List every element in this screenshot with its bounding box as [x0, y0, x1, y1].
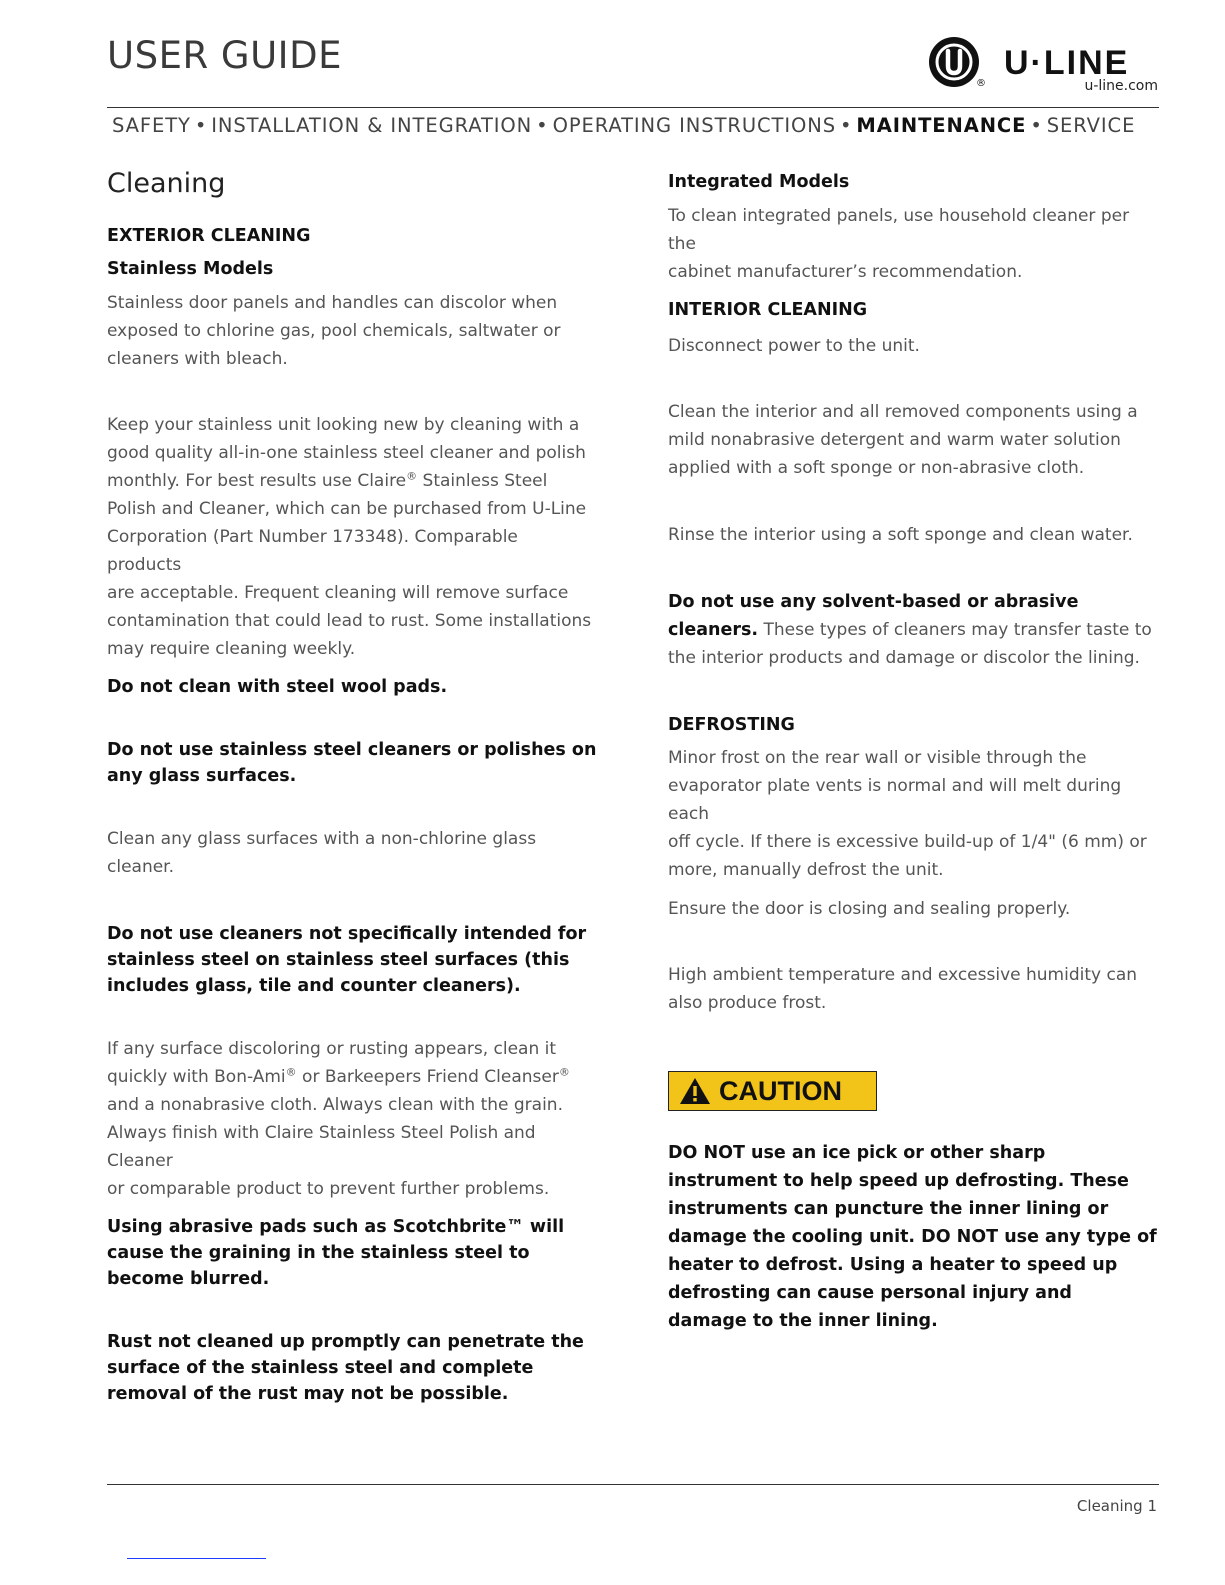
abrasive-pad-warning: Using abrasive pads such as Scotchbrite™ will cause the graining in the stainless steel to become blurred.	[107, 1217, 565, 1289]
minor-frost-paragraph: Minor frost on the rear wall or visible through the evaporator plate vents is normal and will melt during each off cycle. If there is excessive build-up of 1/4" (6 mm) or more, manually defrost the unit.	[668, 748, 1147, 880]
stainless-discolor-paragraph: Stainless door panels and handles can discolor when exposed to chlorine gas, pool chemicals, saltwater or cleaners with bleach.	[107, 293, 561, 369]
door-sealing-paragraph: Ensure the door is closing and sealing properly.	[668, 899, 1071, 919]
cleaner-type-warning: Do not use cleaners not specifically intended for stainless steel on stainless steel surfaces (this includes glass, tile and counter cleaners).	[107, 924, 587, 996]
link-underline[interactable]	[127, 1558, 266, 1559]
registered-mark: ®	[976, 78, 986, 89]
rust-penetration-warning: Rust not cleaned up promptly can penetrate the surface of the stainless steel and complete removal of the rust may not be possible.	[107, 1332, 584, 1404]
rust-cleaning-paragraph: If any surface discoloring or rusting appears, clean it quickly with Bon-Ami® or Barkeepers Friend Cleanser® and a nonabrasive cloth. Always clean with the grain. Always finish with Claire Stainless Steel Polish and Cleaner or comparable product to prevent further problems.	[107, 1039, 570, 1199]
exterior-cleaning-heading: EXTERIOR CLEANING	[107, 226, 311, 246]
glass-cleaning-paragraph: Clean any glass surfaces with a non-chlorine glass cleaner.	[107, 829, 537, 877]
page-label: Cleaning 1	[1076, 1497, 1157, 1515]
footer-divider	[107, 1484, 1159, 1485]
brand-url: u-line.com	[1084, 78, 1158, 94]
registered-mark: ®	[406, 469, 418, 483]
nav-separator: •	[1030, 114, 1043, 137]
defrosting-heading: DEFROSTING	[668, 715, 795, 735]
warning-triangle-icon	[679, 1077, 711, 1105]
section-nav	[112, 114, 1135, 137]
disconnect-power-paragraph: Disconnect power to the unit.	[668, 336, 920, 356]
stainless-care-paragraph: Keep your stainless unit looking new by cleaning with a good quality all-in-one stainless steel cleaner and polish monthly. For best results use Claire® Stainless Steel Polish and Cleaner, which can be purchased from U-Line Corporation (Part Number 173348). Comparable products are acceptable. Frequent cleaning will remove surface contamination that could lead to rust. Some installations may require cleaning weekly.	[107, 415, 592, 659]
nav-item-maintenance: MAINTENANCE	[856, 114, 1027, 137]
caution-label	[668, 1071, 877, 1111]
registered-mark: ®	[558, 1065, 570, 1079]
solvent-warning-paragraph: Do not use any solvent-based or abrasive cleaners. These types of cleaners may transfer taste to the interior products and damage or discolor the lining.	[668, 592, 1152, 668]
integrated-panels-paragraph: To clean integrated panels, use household cleaner per the cabinet manufacturer’s recommendation.	[668, 206, 1130, 282]
humidity-paragraph: High ambient temperature and excessive humidity can also produce frost.	[668, 965, 1138, 1013]
glass-polish-warning: Do not use stainless steel cleaners or polishes on any glass surfaces.	[107, 740, 597, 786]
nav-separator: •	[536, 114, 549, 137]
nav-separator: •	[194, 114, 208, 137]
steel-wool-warning: Do not clean with steel wool pads.	[107, 677, 448, 697]
header-divider	[107, 107, 1159, 108]
document-title: USER GUIDE	[107, 34, 342, 77]
section-heading: Cleaning	[107, 168, 226, 199]
nav-item-safety: SAFETY	[112, 114, 191, 137]
caution-warning-text: DO NOT use an ice pick or other sharp instrument to help speed up defrosting. These instruments can puncture the inner lining or damage the cooling unit. DO NOT use any type of heater to defrost. Using a heater to speed up defrosting can cause personal injury and damage to the inner lining.	[668, 1143, 1157, 1331]
nav-separator: •	[840, 114, 853, 137]
stainless-models-heading: Stainless Models	[107, 259, 274, 279]
integrated-models-heading: Integrated Models	[668, 172, 850, 192]
nav-item-operating: OPERATING INSTRUCTIONS	[552, 114, 836, 137]
interior-cleaning-heading: INTERIOR CLEANING	[668, 300, 868, 320]
interior-clean-paragraph: Clean the interior and all removed components using a mild nonabrasive detergent and warm water solution applied with a soft sponge or non-abrasive cloth.	[668, 402, 1138, 478]
nav-item-installation: INSTALLATION & INTEGRATION	[211, 114, 533, 137]
registered-mark: ®	[285, 1065, 297, 1079]
caution-text: CAUTION	[719, 1075, 842, 1106]
rinse-interior-paragraph: Rinse the interior using a soft sponge and clean water.	[668, 525, 1133, 545]
brand-wordmark: U·LINE	[1004, 44, 1130, 82]
nav-item-service: SERVICE	[1046, 114, 1136, 137]
